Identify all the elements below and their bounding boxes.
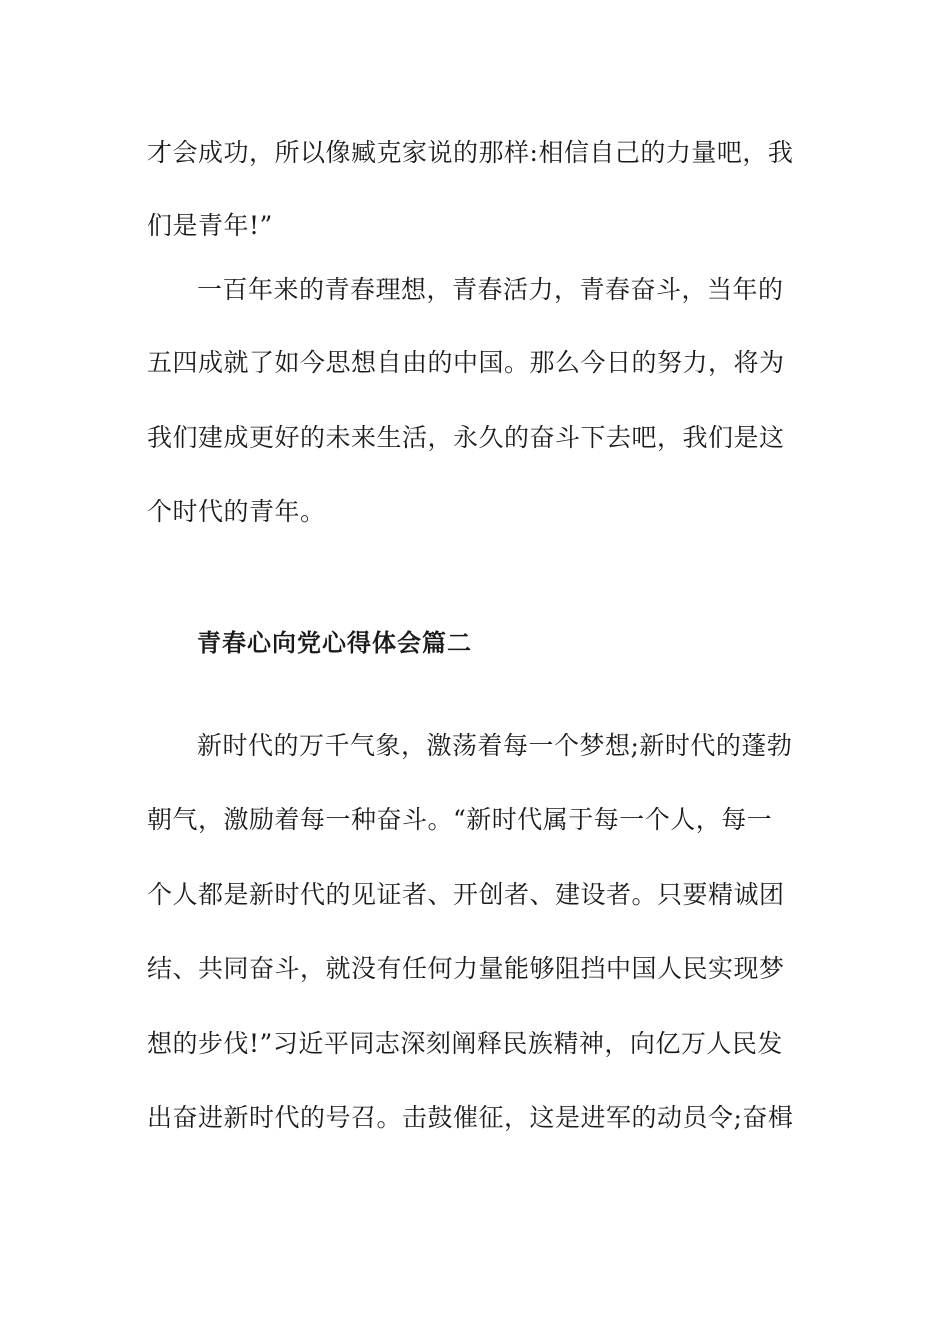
paragraph-3-line-1: 新时代的万千气象，激荡着每一个梦想;新时代的蓬勃 bbox=[197, 731, 793, 760]
paragraph-3-line-2: 朝气，激励着每一种奋斗。“新时代属于每一个人，每一 bbox=[147, 805, 773, 834]
paragraph-2-line-2: 五四成就了如今思想自由的中国。那么今日的努力，将为 bbox=[147, 348, 785, 377]
paragraph-3-line-5: 想的步伐!”习近平同志深刻阐释民族精神，向亿万人民发 bbox=[147, 1029, 783, 1058]
paragraph-3-line-6: 出奋进新时代的号召。击鼓催征，这是进军的动员令;奋楫 bbox=[147, 1103, 794, 1132]
paragraph-2-line-1: 一百年来的青春理想，青春活力，青春奋斗，当年的 bbox=[197, 275, 784, 304]
paragraph-2-line-3: 我们建成更好的未来生活，永久的奋斗下去吧，我们是这 bbox=[147, 423, 785, 452]
paragraph-1-line-2: 们是青年!” bbox=[147, 211, 273, 240]
section-heading: 青春心向党心得体会篇二 bbox=[197, 629, 472, 657]
paragraph-2-line-4: 个时代的青年。 bbox=[147, 497, 326, 526]
paragraph-3-line-4: 结、共同奋斗，就没有任何力量能够阻挡中国人民实现梦 bbox=[147, 954, 785, 983]
paragraph-3-line-3: 个人都是新时代的见证者、开创者、建设者。只要精诚团 bbox=[147, 880, 785, 909]
paragraph-1-line-1: 才会成功，所以像臧克家说的那样:相信自己的力量吧，我 bbox=[147, 138, 794, 167]
